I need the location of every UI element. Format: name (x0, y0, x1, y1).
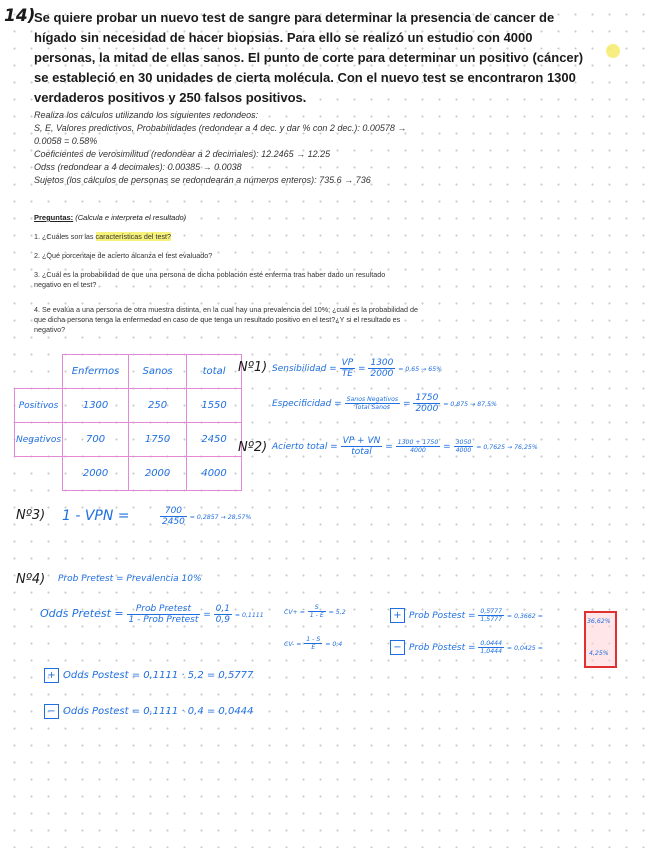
specificity-formula: Especificidad = $\frac{\text{Sanos Negativos}}{\text{Total Sanos}}$ = $\frac{1750}{2000}$ = 0,875 → 87,5% (272, 393, 497, 414)
pretest-probability: Prob Pretest = Prevalencia 10% (58, 574, 202, 584)
cell: 1750 (129, 423, 187, 457)
rounding-line: Realiza los cálculos utilizando los siguientes redondeos: (34, 110, 259, 120)
header-total: total (187, 355, 242, 389)
postest-positive-percent: 36,62% (587, 618, 611, 625)
highlighter-mark (606, 44, 620, 58)
contingency-table (14, 354, 242, 491)
odds-postest-positive: + Odds Postest = 0,1111 · 5,2 = 0,5777 (44, 668, 253, 683)
rounding-line: Sujetos (los cálculos de personas se redondearán a números enteros): 735.6 → 736 (34, 175, 371, 185)
cell: 2450 (187, 423, 242, 457)
header-sanos: Sanos (129, 355, 187, 389)
odds-postest-negative: − Odds Postest = 0,1111 · 0,4 = 0,0444 (44, 704, 253, 719)
rounding-line: 0.0058 = 0.58% (34, 136, 98, 146)
postest-prob-negative: − Prob Postest = $\frac{0,0444}{1,0444}$ = 0,0425 = (390, 640, 543, 655)
cell: 4000 (187, 457, 242, 491)
question-2: 2. ¿Qué porcentaje de acierto alcanza el test evaluado? (34, 251, 213, 260)
row-label-positivos: Positivos (15, 389, 63, 423)
postest-prob-positive: + Prob Postest = $\frac{0,5777}{1,5777}$ = 0,3662 = (390, 608, 543, 623)
cv-negative-formula: CV- = $\frac{1 - S}{E}$ = 0,4 (284, 636, 343, 651)
plus-box-icon: + (390, 608, 405, 623)
postest-negative-percent: 4,25% (589, 650, 609, 657)
cell: 250 (129, 389, 187, 423)
minus-box-icon: − (390, 640, 405, 655)
problem-number: 14) (4, 6, 36, 26)
cell: 2000 (63, 457, 129, 491)
question-3: 3. ¿Cuál es la probabilidad de que una persona de dicha población esté enferma tras haber dado un resultado negativo en el test? (34, 270, 386, 289)
problem-statement: Se quiere probar un nuevo test de sangre para determinar la presencia de cancer de hígado sin necesidad de hacer biopsias. Para ello se realizó un estudio con 4000 personas, la mitad de ellas sanos. El punto de corte para determinar un positivo (cáncer) se estableció en 30 unidades de cierta molécula. Con el nuevo test se encontraron 1300 verdaderos positivos y 250 falsos positivos. (34, 10, 584, 105)
highlighted-text: características del test? (95, 232, 172, 241)
sensitivity-formula: Sensibilidad = $\frac{VP}{TE}$ = $\frac{1300}{2000}$ = 0,65 → 65% (272, 358, 443, 379)
answer-4-label: Nº4) (16, 572, 46, 587)
answer-1-label: Nº1) (238, 360, 268, 375)
minus-box-icon: − (44, 704, 59, 719)
questions-header: Preguntas: (Calcula e interpreta el resultado) (34, 213, 187, 222)
accuracy-formula: Acierto total = $\frac{VP + VN}{\text{total}}$ = $\frac{1300 + 1750}{4000}$ = $\frac{3050}{4000}$ = 0,7625 → 76,25% (272, 436, 538, 457)
rounding-line: Odss (redondear a 4 decimales): 0.00385 → 0.0038 (34, 162, 242, 172)
rounding-instructions (34, 109, 504, 187)
cell: 1550 (187, 389, 242, 423)
answer-2-label: Nº2) (238, 440, 268, 455)
odds-pretest-formula: Odds Pretest = $\frac{\text{Prob Pretest}}{\text{1 - Prob Pretest}}$ = $\frac{0,1}{0,9}$ = 0,1111 (40, 604, 264, 625)
cell: 2000 (129, 457, 187, 491)
cv-positive-formula: CV+ = $\frac{S}{1 - E}$ = 5,2 (284, 604, 346, 619)
vpn-label: 1 - VPN = (62, 508, 130, 524)
question-4: 4. Se evalúa a una persona de otra muestra distinta, en la cual hay una prevalencia del 10%; ¿cuál es la probabilidad de que dicha persona tenga la enfermedad en caso de que tenga un resultado positivo en el test?¿Y si el resultado es negativo? (34, 305, 418, 334)
answer-3-label: Nº3) (16, 508, 46, 523)
vpn-formula: $\frac{700}{2450}$ = 0,2857 → 28,57% (162, 506, 252, 527)
row-label-negativos: Negativos (15, 423, 63, 457)
plus-box-icon: + (44, 668, 59, 683)
header-enfermos: Enfermos (63, 355, 129, 389)
rounding-line: S, E, Valores predictivos, Probabilidades (redondear a 4 dec. y dar % con 2 dec.): 0.00578 → (34, 123, 407, 133)
question-1: 1. ¿Cuáles son las características del test? (34, 232, 172, 241)
cell: 1300 (63, 389, 129, 423)
rounding-line: Coeficientes de verosimilitud (redondear a 2 decimales): 12.2465 → 12.25 (34, 149, 331, 159)
cell: 700 (63, 423, 129, 457)
